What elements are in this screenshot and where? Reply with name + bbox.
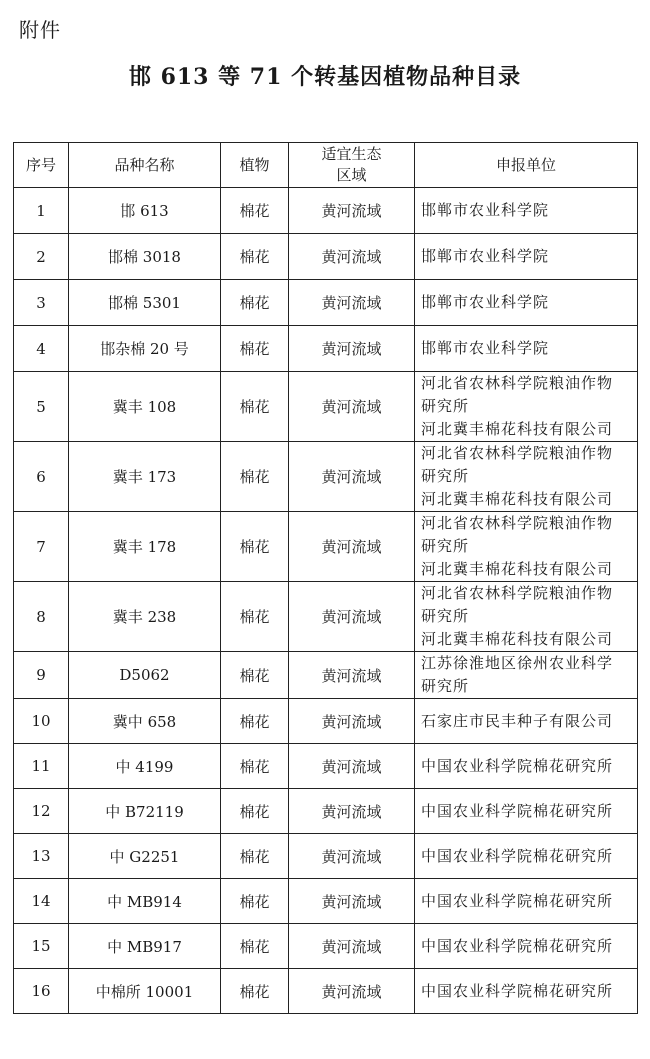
- cell-region: 黄河流域: [289, 234, 415, 280]
- cell-seq: 8: [14, 582, 69, 652]
- attachment-label: 附件: [19, 18, 61, 42]
- cell-plant: 棉花: [221, 280, 289, 326]
- document-title: 邯 613 等 71 个转基因植物品种目录: [128, 64, 522, 90]
- cell-applicant-unit: [415, 789, 638, 834]
- cell-applicant-unit: [415, 280, 638, 326]
- cell-region: 黄河流域: [289, 326, 415, 372]
- header-region: [289, 143, 415, 188]
- table-row: [14, 969, 638, 1014]
- table-row: [14, 924, 638, 969]
- cell-seq: 12: [14, 789, 69, 834]
- applicant-unit-line: 中国农业科学院棉花研究所: [421, 981, 614, 1000]
- cell-seq: 9: [14, 652, 69, 699]
- cell-seq: 15: [14, 924, 69, 969]
- header-variety-name: 品种名称: [69, 143, 221, 188]
- header-applicant-unit: 申报单位: [415, 143, 638, 188]
- applicant-unit-line: 河北省农林科学院粮油作物: [421, 514, 614, 532]
- cell-region: 黄河流域: [289, 744, 415, 789]
- cell-applicant-unit: [415, 234, 638, 280]
- applicant-unit-line: 研究所: [421, 537, 470, 555]
- applicant-unit-line: 中国农业科学院棉花研究所: [421, 846, 614, 865]
- cell-seq: 13: [14, 834, 69, 879]
- table-header-row: [14, 143, 638, 188]
- cell-variety-name: 邯棉 5301: [69, 280, 221, 326]
- header-region-line2: 区域: [336, 166, 367, 184]
- applicant-unit-line: 河北省农林科学院粮油作物: [421, 374, 614, 392]
- cell-region: 黄河流域: [289, 512, 415, 582]
- cell-seq: 6: [14, 442, 69, 512]
- cell-variety-name: 中 MB914: [69, 879, 221, 924]
- applicant-unit-line: 中国农业科学院棉花研究所: [421, 936, 614, 955]
- cell-applicant-unit: [415, 442, 638, 512]
- cell-plant: 棉花: [221, 744, 289, 789]
- table-row: [14, 188, 638, 234]
- applicant-unit-line: 河北省农林科学院粮油作物: [421, 444, 614, 462]
- cell-region: 黄河流域: [289, 879, 415, 924]
- cell-seq: 11: [14, 744, 69, 789]
- cell-variety-name: 邯 613: [69, 188, 221, 234]
- cell-applicant-unit: [415, 744, 638, 789]
- cell-plant: 棉花: [221, 969, 289, 1014]
- cell-region: 黄河流域: [289, 652, 415, 699]
- cell-seq: 3: [14, 280, 69, 326]
- cell-variety-name: 中棉所 10001: [69, 969, 221, 1014]
- table-row: [14, 789, 638, 834]
- table-row: [14, 699, 638, 744]
- applicant-unit-line: 河北冀丰棉花科技有限公司: [421, 560, 614, 578]
- table-row: [14, 582, 638, 652]
- cell-region: 黄河流域: [289, 280, 415, 326]
- cell-applicant-unit: [415, 512, 638, 582]
- cell-seq: 16: [14, 969, 69, 1014]
- cell-seq: 5: [14, 372, 69, 442]
- cell-plant: 棉花: [221, 326, 289, 372]
- cell-variety-name: 中 4199: [69, 744, 221, 789]
- cell-applicant-unit: [415, 924, 638, 969]
- applicant-unit-line: 中国农业科学院棉花研究所: [421, 891, 614, 910]
- cell-variety-name: 冀丰 108: [69, 372, 221, 442]
- table-row: [14, 372, 638, 442]
- cell-seq: 4: [14, 326, 69, 372]
- cell-plant: 棉花: [221, 442, 289, 512]
- cell-plant: 棉花: [221, 789, 289, 834]
- cell-region: 黄河流域: [289, 789, 415, 834]
- cell-plant: 棉花: [221, 188, 289, 234]
- applicant-unit-line: 河北冀丰棉花科技有限公司: [421, 490, 614, 508]
- cell-plant: 棉花: [221, 834, 289, 879]
- applicant-unit-line: 江苏徐淮地区徐州农业科学: [421, 654, 614, 672]
- table-row: [14, 326, 638, 372]
- cell-seq: 2: [14, 234, 69, 280]
- applicant-unit-line: 研究所: [421, 397, 470, 415]
- cell-seq: 1: [14, 188, 69, 234]
- table-body: [14, 188, 638, 1014]
- cell-seq: 14: [14, 879, 69, 924]
- cell-plant: 棉花: [221, 234, 289, 280]
- cell-region: 黄河流域: [289, 924, 415, 969]
- cell-plant: 棉花: [221, 652, 289, 699]
- cell-applicant-unit: [415, 188, 638, 234]
- cell-applicant-unit: [415, 652, 638, 699]
- cell-applicant-unit: [415, 326, 638, 372]
- applicant-unit-line: 中国农业科学院棉花研究所: [421, 801, 614, 820]
- cell-region: 黄河流域: [289, 372, 415, 442]
- table-row: [14, 652, 638, 699]
- applicant-unit-line: 研究所: [421, 677, 470, 695]
- cell-plant: 棉花: [221, 879, 289, 924]
- applicant-unit-line: 邯郸市农业科学院: [421, 339, 550, 357]
- cell-seq: 10: [14, 699, 69, 744]
- table-row: [14, 512, 638, 582]
- applicant-unit-line: 河北冀丰棉花科技有限公司: [421, 420, 614, 438]
- cell-variety-name: 中 B72119: [69, 789, 221, 834]
- applicant-unit-line: 中国农业科学院棉花研究所: [421, 756, 614, 775]
- cell-plant: 棉花: [221, 372, 289, 442]
- cell-region: 黄河流域: [289, 834, 415, 879]
- cell-region: 黄河流域: [289, 442, 415, 512]
- cell-variety-name: 冀丰 238: [69, 582, 221, 652]
- applicant-unit-line: 邯郸市农业科学院: [421, 201, 550, 219]
- cell-variety-name: D5062: [69, 652, 221, 699]
- header-seq: 序号: [14, 143, 69, 188]
- applicant-unit-line: 研究所: [421, 607, 470, 625]
- cell-plant: 棉花: [221, 699, 289, 744]
- cell-variety-name: 冀中 658: [69, 699, 221, 744]
- cell-applicant-unit: [415, 969, 638, 1014]
- cell-region: 黄河流域: [289, 188, 415, 234]
- cell-applicant-unit: [415, 879, 638, 924]
- table-row: [14, 879, 638, 924]
- cell-variety-name: 中 G2251: [69, 834, 221, 879]
- cell-variety-name: 冀丰 178: [69, 512, 221, 582]
- cell-plant: 棉花: [221, 512, 289, 582]
- table-row: [14, 834, 638, 879]
- table-row: [14, 280, 638, 326]
- header-plant: 植物: [221, 143, 289, 188]
- cell-plant: 棉花: [221, 582, 289, 652]
- cell-applicant-unit: [415, 699, 638, 744]
- cell-variety-name: 邯杂棉 20 号: [69, 326, 221, 372]
- table-row: [14, 442, 638, 512]
- applicant-unit-line: 河北省农林科学院粮油作物: [421, 584, 614, 602]
- cell-variety-name: 邯棉 3018: [69, 234, 221, 280]
- variety-catalog-table: [13, 142, 638, 1014]
- cell-region: 黄河流域: [289, 969, 415, 1014]
- applicant-unit-line: 邯郸市农业科学院: [421, 247, 550, 265]
- cell-variety-name: 中 MB917: [69, 924, 221, 969]
- cell-plant: 棉花: [221, 924, 289, 969]
- cell-variety-name: 冀丰 173: [69, 442, 221, 512]
- cell-region: 黄河流域: [289, 699, 415, 744]
- applicant-unit-line: 石家庄市民丰种子有限公司: [421, 711, 614, 730]
- applicant-unit-line: 邯郸市农业科学院: [421, 293, 550, 311]
- cell-applicant-unit: [415, 372, 638, 442]
- applicant-unit-line: 河北冀丰棉花科技有限公司: [421, 630, 614, 648]
- table-row: [14, 234, 638, 280]
- cell-region: 黄河流域: [289, 582, 415, 652]
- cell-applicant-unit: [415, 834, 638, 879]
- header-region-line1: 适宜生态: [321, 145, 382, 163]
- applicant-unit-line: 研究所: [421, 467, 470, 485]
- table-row: [14, 744, 638, 789]
- cell-applicant-unit: [415, 582, 638, 652]
- cell-seq: 7: [14, 512, 69, 582]
